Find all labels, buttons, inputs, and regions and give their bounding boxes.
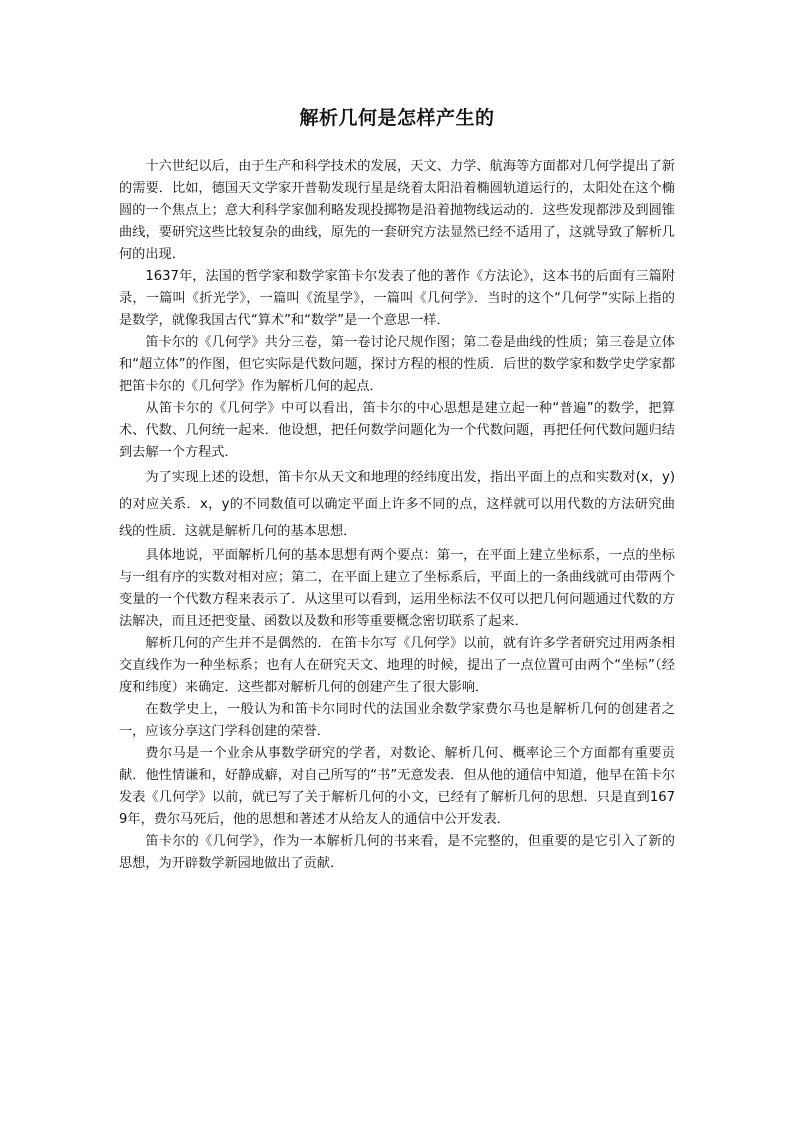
paragraph: 十六世纪以后，由于生产和科学技术的发展，天文、力学、航海等方面都对几何学提出了新的需要．比如，德国天文学家开普勒发现行星是绕着太阳沿着椭圆轨道运行的，太阳处在这个椭圆的一个焦点上；意大利科学家伽利略发现投掷物是沿着抛物线运动的．这些发现都涉及到圆锥曲线，要研究这些比较复杂的曲线，原先的一套研究方法显然已经不适用了，这就导致了解析几何的出现． [119, 159, 675, 262]
document-title: 解析几何是怎样产生的 [299, 107, 495, 129]
paragraph: 笛卡尔的《几何学》，作为一本解析几何的书来看，是不完整的，但重要的是它引入了新的思想，为开辟数学新园地做出了贡献． [119, 834, 675, 871]
paragraph: 从笛卡尔的《几何学》中可以看出，笛卡尔的中心思想是建立起一种“普遍”的数学，把算术、代数、几何统一起来．他设想，把任何数学问题化为一个代数问题，再把任何代数问题归结到去解一个方程式． [119, 401, 675, 460]
paragraph: 解析几何的产生并不是偶然的．在笛卡尔写《几何学》以前，就有许多学者研究过用两条相交直线作为一种坐标系；也有人在研究天文、地理的时候，提出了一点位置可由两个“坐标”（经度和纬度）来确定．这些都对解析几何的创建产生了很大影响． [119, 636, 675, 695]
paragraph: 为了实现上述的设想，笛卡尔从天文和地理的经纬度出发，指出平面上的点和实数对(x，y)的对应关系．x，y的不同数值可以确定平面上许多不同的点，这样就可以用代数的方法研究曲线的性质．这就是解析几何的基本思想． [119, 470, 675, 539]
paragraph: 费尔马是一个业余从事数学研究的学者，对数论、解析几何、概率论三个方面都有重要贡献．他性情谦和，好静成癖，对自己所写的“书”无意发表．但从他的通信中知道，他早在笛卡尔发表《几何学》以前，就已写了关于解析几何的小文，已经有了解析几何的思想．只是直到1679年，费尔马死后，他的思想和著述才从给友人的通信中公开发表． [119, 746, 675, 827]
document-body [119, 156, 675, 875]
paragraph: 在数学史上，一般认为和笛卡尔同时代的法国业余数学家费尔马也是解析几何的创建者之一，应该分享这门学科创建的荣誉． [119, 702, 675, 739]
paragraph: 具体地说，平面解析几何的基本思想有两个要点：第一，在平面上建立坐标系，一点的坐标与一组有序的实数对相对应；第二，在平面上建立了坐标系后，平面上的一条曲线就可由带两个变量的一个代数方程来表示了．从这里可以看到，运用坐标法不仅可以把几何问题通过代数的方法解决，而且还把变量、函数以及数和形等重要概念密切联系了起来． [119, 548, 675, 629]
paragraph: 1637年，法国的哲学家和数学家笛卡尔发表了他的著作《方法论》，这本书的后面有三篇附录，一篇叫《折光学》，一篇叫《流星学》，一篇叫《几何学》．当时的这个“几何学”实际上指的是数学，就像我国古代“算术”和“数学”是一个意思一样． [119, 269, 675, 328]
paragraph: 笛卡尔的《几何学》共分三卷，第一卷讨论尺规作图；第二卷是曲线的性质；第三卷是立体和“超立体”的作图，但它实际是代数问题，探讨方程的根的性质．后世的数学家和数学史学家都把笛卡尔的《几何学》作为解析几何的起点． [119, 335, 675, 394]
